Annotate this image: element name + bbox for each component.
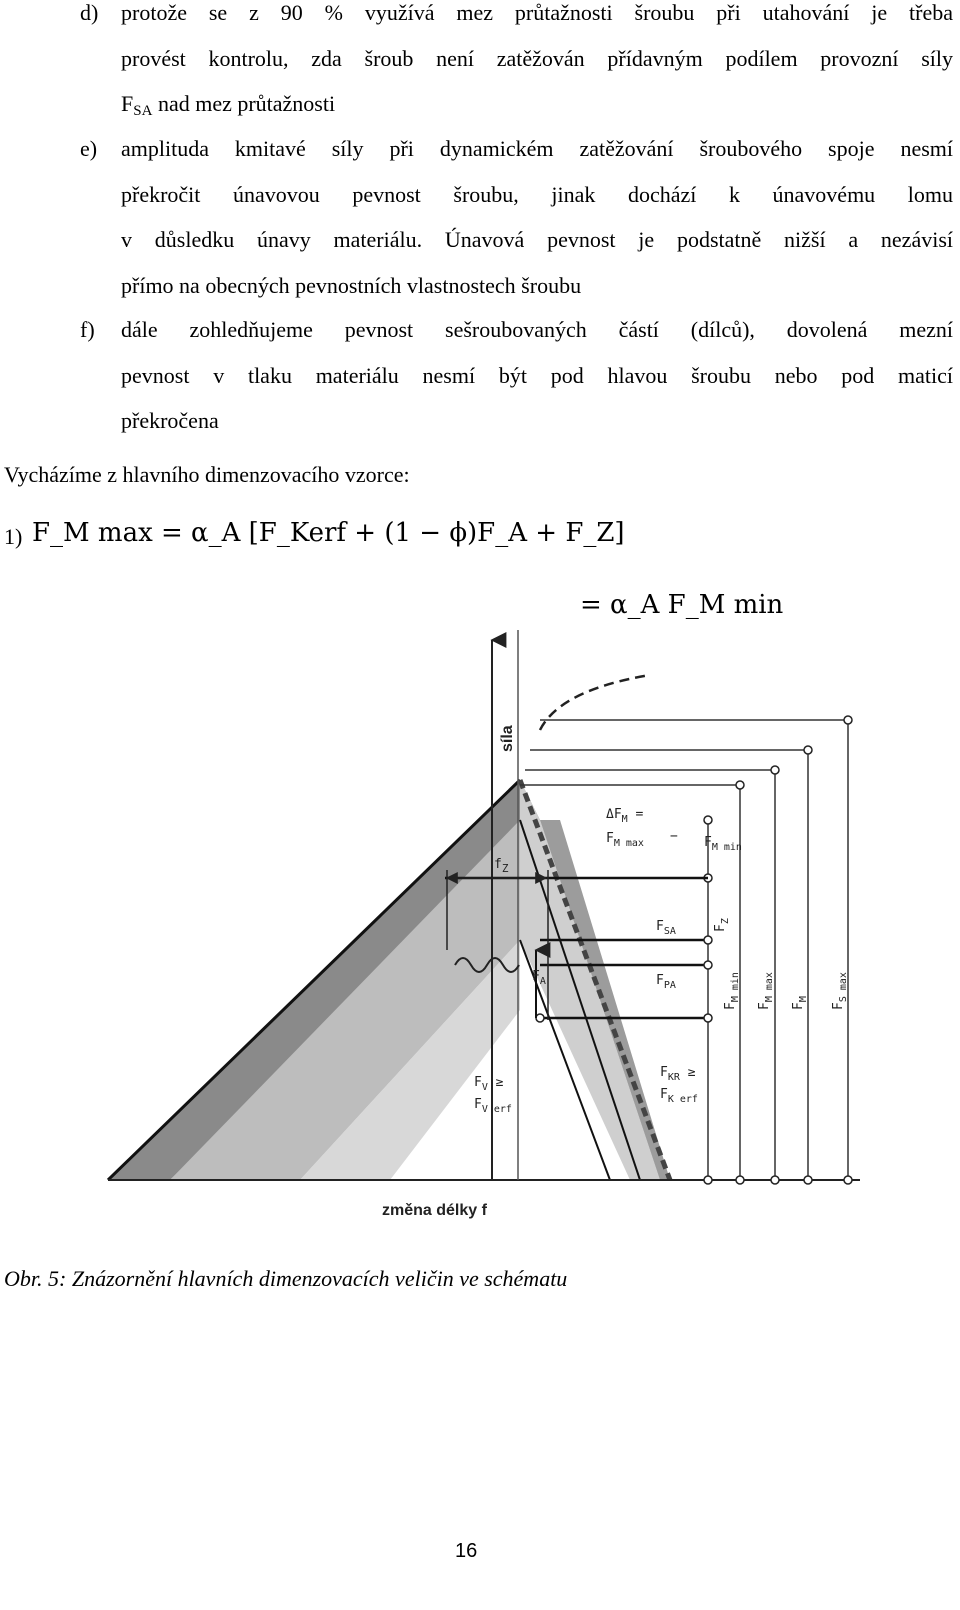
axis-label-sila: síla <box>499 725 516 752</box>
measure-endpoints <box>704 716 852 1184</box>
label-fm-max: $F_{M max}$ <box>606 831 644 849</box>
list-item-f-line-3: překročena <box>121 408 219 433</box>
list-item-f-line-2: pevnost v tlaku materiálu nesmí být pod hlavou šroubu nebo pod maticí <box>121 362 953 388</box>
equation-number: 1) <box>4 524 23 549</box>
list-item-d-line-3 <box>121 81 953 127</box>
list-marker-e: e) <box>80 136 98 161</box>
intro-sentence: Vycházíme z hlavního dimenzovacího vzorce: <box>4 462 410 487</box>
label-fz-small: $f_Z$ <box>494 857 509 875</box>
label-fm-min: $F_{M min}$ <box>704 835 742 853</box>
fsa-symbol: F <box>121 91 134 116</box>
force-elongation-diagram <box>0 620 960 1240</box>
list-item-f-line-1: dále zohledňujeme pevnost sešroubovaných částí (dílců), dovolená mezní <box>121 317 953 342</box>
list-item-e-line-3: v důsledku únavy materiálu. Únavová pevnost je podstatně nižší a nezávisí <box>121 227 953 252</box>
list-item-d-line-3-rest: nad mez průtažnosti <box>152 91 336 116</box>
list-marker-d: d) <box>80 0 99 25</box>
list-item-d <box>121 0 953 127</box>
label-fv: $F_V$ ≥ <box>474 1075 504 1093</box>
label-v-fm-min: $F_{M min}$ <box>723 972 741 1010</box>
bolt-stiffness-region <box>108 780 540 1180</box>
list-item-d-line-2: provést kontrolu, zda šroub není zatěžován přídavným podílem provozní síly <box>121 45 953 71</box>
list-item-e-line-1: amplituda kmitavé síly při dynamickém zatěžování šroubového spoje nesmí <box>121 136 953 161</box>
page-number: 16 <box>455 1540 478 1562</box>
list-item-e <box>121 126 953 308</box>
label-v-fm: $F_M$ <box>791 996 809 1010</box>
list-marker-f: f) <box>80 317 95 342</box>
label-fz-vertical: $F_Z$ <box>713 918 731 932</box>
label-fk-erf: $F_{K erf}$ <box>660 1087 698 1105</box>
list-item-e-line-2: překročit únavovou pevnost šroubu, jinak dochází k únavovému lomu <box>121 181 953 207</box>
equation-line-1: F_M max = α_A [F_Kerf + (1 − ϕ)F_A + F_Z] <box>32 518 625 548</box>
label-fsa: $F_{SA}$ <box>656 919 676 937</box>
list-item-d-line-1: protože se z 90 % využívá mez průtažnosti šroubu při utahování je třeba <box>121 0 953 25</box>
label-fkr: $F_{KR}$ ≥ <box>660 1065 696 1083</box>
equation-line-2: = α_A F_M min <box>580 590 784 620</box>
label-fv-erf: $F_{V erf}$ <box>474 1097 512 1115</box>
list-item-e-line-4: přímo na obecných pevnostních vlastnostech šroubu <box>121 272 582 298</box>
label-minus: − <box>670 829 678 844</box>
label-fpa: $F_{PA}$ <box>656 973 676 991</box>
list-item-f <box>121 307 953 444</box>
label-delta-fm: $\Delta F_M$ = <box>606 807 644 825</box>
yield-curve <box>540 675 650 730</box>
fsa-subscript: SA <box>133 103 153 119</box>
figure-caption: Obr. 5: Znázornění hlavních dimenzovacích veličin ve schématu <box>4 1266 568 1291</box>
axis-label-zmena-delky: změna délky f <box>382 1202 487 1219</box>
label-fa: $F_A$ <box>532 969 546 987</box>
label-v-fm-max: $F_{M max}$ <box>757 972 775 1010</box>
label-v-fs-max: $F_{S max}$ <box>831 972 849 1010</box>
